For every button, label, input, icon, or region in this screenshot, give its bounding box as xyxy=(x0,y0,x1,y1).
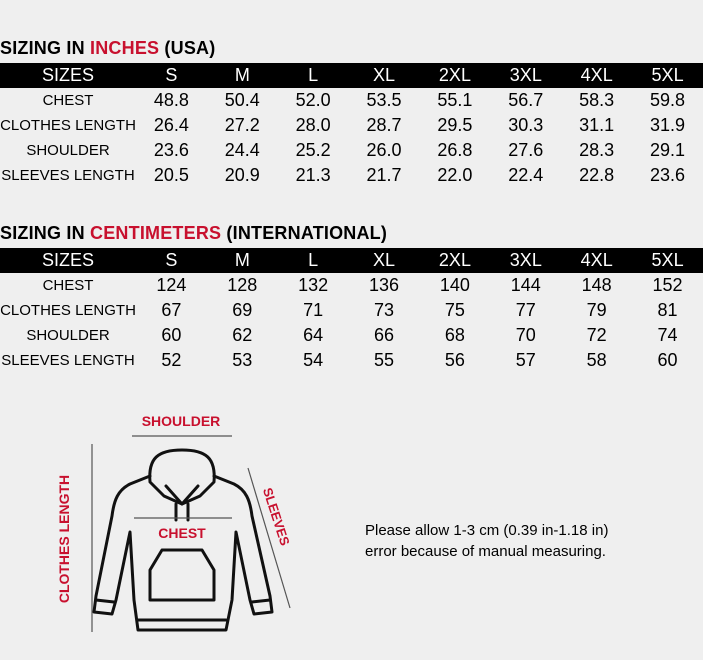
inches-section-title: SIZING IN INCHES (USA) xyxy=(0,38,216,58)
table-cell: 53 xyxy=(232,350,253,370)
table-cell: 27.6 xyxy=(508,140,544,160)
table-cell: 136 xyxy=(369,275,400,295)
table-cell: 124 xyxy=(156,275,187,295)
table-cell: 20.5 xyxy=(153,165,189,185)
table-cell: 54 xyxy=(303,350,324,370)
table-cell: 55.1 xyxy=(437,90,473,110)
note-line-2: error because of manual measuring. xyxy=(365,543,606,560)
table-row xyxy=(0,273,703,298)
header-cell: M xyxy=(207,248,278,273)
table-cell: 55 xyxy=(374,350,395,370)
table-cell: 56.7 xyxy=(508,90,544,110)
table-cell: 71 xyxy=(303,300,324,320)
table-row xyxy=(0,298,703,323)
table-cell: 31.1 xyxy=(579,115,615,135)
table-cell: 79 xyxy=(586,300,607,320)
header-cell: 3XL xyxy=(490,248,561,273)
row-label: CLOTHES LENGTH xyxy=(0,302,136,319)
table-cell: 144 xyxy=(510,275,541,295)
centimeters-size-table xyxy=(0,248,703,373)
table-cell: 50.4 xyxy=(224,90,260,110)
header-cell: L xyxy=(278,248,349,273)
table-header-row xyxy=(0,248,703,273)
table-cell: 25.2 xyxy=(295,140,331,160)
table-cell: 58 xyxy=(586,350,607,370)
table-cell: 26.4 xyxy=(153,115,189,135)
table-cell: 60 xyxy=(657,350,678,370)
clothes-length-label: CLOTHES LENGTH xyxy=(56,474,72,604)
table-cell: 53.5 xyxy=(366,90,402,110)
table-row xyxy=(0,88,703,113)
table-cell: 70 xyxy=(515,325,536,345)
header-cell: L xyxy=(278,63,349,88)
table-row xyxy=(0,348,703,373)
table-cell: 58.3 xyxy=(579,90,615,110)
header-cell: 4XL xyxy=(561,248,632,273)
table-cell: 24.4 xyxy=(224,140,260,160)
row-label: SHOULDER xyxy=(26,142,110,159)
sleeves-label: SLEEVES xyxy=(259,485,293,548)
table-cell: 21.3 xyxy=(295,165,331,185)
inches-size-table xyxy=(0,63,703,188)
row-label: CHEST xyxy=(42,277,94,294)
table-cell: 26.0 xyxy=(366,140,402,160)
table-cell: 22.8 xyxy=(579,165,615,185)
table-cell: 77 xyxy=(515,300,536,320)
row-label: SLEEVES LENGTH xyxy=(1,352,135,369)
header-cell: 4XL xyxy=(561,63,632,88)
table-cell: 62 xyxy=(232,325,253,345)
table-cell: 52.0 xyxy=(295,90,331,110)
table-cell: 48.8 xyxy=(153,90,189,110)
table-cell: 30.3 xyxy=(508,115,544,135)
header-cell: SIZES xyxy=(0,248,136,273)
table-cell: 132 xyxy=(298,275,329,295)
table-cell: 28.0 xyxy=(295,115,331,135)
table-cell: 59.8 xyxy=(650,90,686,110)
table-cell: 27.2 xyxy=(224,115,260,135)
shoulder-label: SHOULDER xyxy=(141,413,221,429)
table-cell: 72 xyxy=(586,325,607,345)
table-cell: 81 xyxy=(657,300,678,320)
row-label: SHOULDER xyxy=(26,327,110,344)
table-cell: 152 xyxy=(652,275,683,295)
centimeters-section-title: SIZING IN CENTIMETERS (INTERNATIONAL) xyxy=(0,223,388,243)
table-cell: 29.5 xyxy=(437,115,473,135)
table-cell: 28.7 xyxy=(366,115,402,135)
table-cell: 68 xyxy=(444,325,465,345)
table-cell: 20.9 xyxy=(224,165,260,185)
chest-label: CHEST xyxy=(158,525,206,541)
header-cell: XL xyxy=(349,248,420,273)
table-cell: 67 xyxy=(161,300,182,320)
table-cell: 66 xyxy=(374,325,395,345)
row-label: CLOTHES LENGTH xyxy=(0,117,136,134)
table-row xyxy=(0,163,703,188)
measurement-note xyxy=(365,520,608,562)
table-cell: 21.7 xyxy=(366,165,402,185)
table-cell: 140 xyxy=(439,275,470,295)
table-cell: 64 xyxy=(303,325,324,345)
table-cell: 23.6 xyxy=(153,140,189,160)
note-line-1: Please allow 1-3 cm (0.39 in-1.18 in) xyxy=(365,522,609,539)
table-cell: 23.6 xyxy=(650,165,686,185)
table-cell: 148 xyxy=(581,275,612,295)
header-cell: SIZES xyxy=(0,63,136,88)
header-cell: S xyxy=(136,63,207,88)
header-cell: 2XL xyxy=(420,248,491,273)
table-row xyxy=(0,138,703,163)
table-cell: 75 xyxy=(444,300,465,320)
table-cell: 22.4 xyxy=(508,165,544,185)
table-cell: 128 xyxy=(227,275,258,295)
header-cell: 3XL xyxy=(490,63,561,88)
table-row xyxy=(0,323,703,348)
header-cell: 2XL xyxy=(420,63,491,88)
table-cell: 28.3 xyxy=(579,140,615,160)
header-cell: M xyxy=(207,63,278,88)
table-cell: 69 xyxy=(232,300,253,320)
header-cell: 5XL xyxy=(632,63,703,88)
table-cell: 26.8 xyxy=(437,140,473,160)
table-cell: 73 xyxy=(374,300,395,320)
table-header-row xyxy=(0,63,703,88)
table-cell: 56 xyxy=(444,350,465,370)
header-cell: S xyxy=(136,248,207,273)
table-cell: 60 xyxy=(161,325,182,345)
header-cell: XL xyxy=(349,63,420,88)
table-cell: 74 xyxy=(657,325,678,345)
table-cell: 52 xyxy=(161,350,182,370)
measurement-diagram xyxy=(0,400,340,640)
table-cell: 29.1 xyxy=(650,140,686,160)
header-cell: 5XL xyxy=(632,248,703,273)
table-cell: 22.0 xyxy=(437,165,473,185)
table-row xyxy=(0,113,703,138)
row-label: SLEEVES LENGTH xyxy=(1,167,135,184)
row-label: CHEST xyxy=(42,92,94,109)
table-cell: 57 xyxy=(515,350,536,370)
table-cell: 31.9 xyxy=(650,115,686,135)
